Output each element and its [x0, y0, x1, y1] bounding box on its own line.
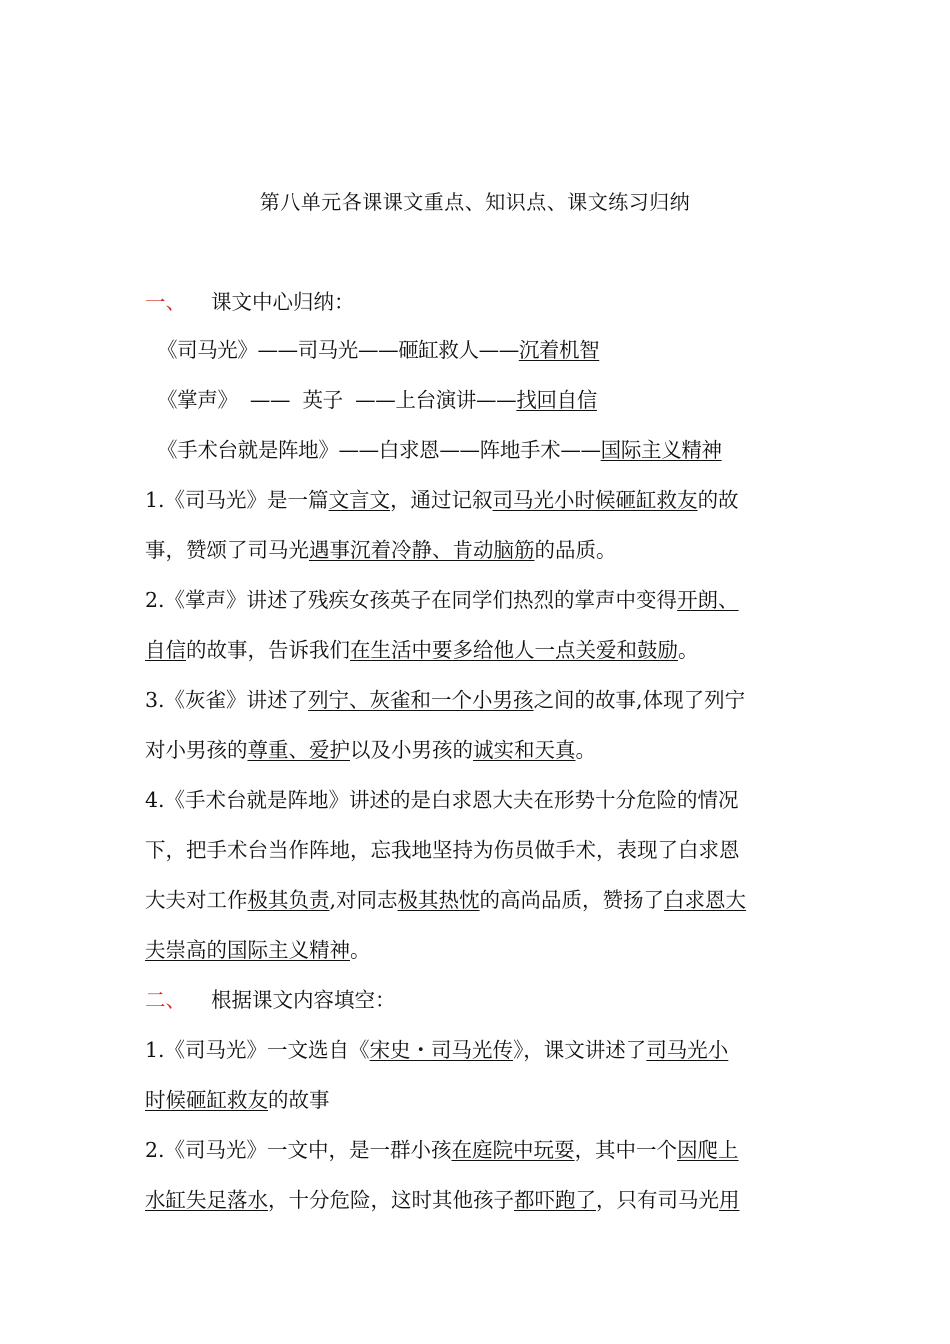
paragraph-2-line-1: 2.《掌声》讲述了残疾女孩英子在同学们热烈的掌声中变得开朗、 [145, 588, 739, 612]
paragraph-3-line-2: 对小男孩的尊重、爱护以及小男孩的诚实和天真。 [145, 738, 596, 762]
fill-paragraph-1-line-2: 时候砸缸救友的故事 [145, 1088, 330, 1112]
fill-paragraph-2-line-1: 2.《司马光》一文中，是一群小孩在庭院中玩耍，其中一个因爬上 [145, 1138, 739, 1162]
section-2-number: 二、 [145, 988, 186, 1012]
section-1-title: 课文中心归纳： [211, 290, 355, 314]
paragraph-4-line-2: 下，把手术台当作阵地，忘我地坚持为伤员做手术，表现了白求恩 [145, 838, 740, 862]
page-title: 第八单元各课课文重点、知识点、课文练习归纳 [259, 190, 691, 214]
fill-paragraph-1-line-1: 1.《司马光》一文选自《宋史・司马光传》，课文讲述了司马光小 [145, 1038, 729, 1062]
paragraph-4-line-4: 夫崇高的国际主义精神。 [145, 938, 371, 962]
paragraph-1-line-2: 事，赞颂了司马光遇事沉着冷静、肯动脑筋的品质。 [145, 538, 617, 562]
summary-item: 《手术台就是阵地》——白求恩——阵地手术——国际主义精神 [157, 438, 722, 462]
summary-item: 《司马光》——司马光——砸缸救人——沉着机智 [157, 338, 600, 362]
paragraph-1-line-1: 1.《司马光》是一篇文言文，通过记叙司马光小时候砸缸救友的故 [145, 488, 739, 512]
paragraph-2-line-2: 自信的故事，告诉我们在生活中要多给他人一点关爱和鼓励。 [145, 638, 699, 662]
section-2-heading [145, 986, 396, 1014]
paragraph-4-line-3: 大夫对工作极其负责,对同志极其热忱的高尚品质，赞扬了白求恩大 [145, 888, 747, 912]
paragraph-3-line-1: 3.《灰雀》讲述了列宁、灰雀和一个小男孩之间的故事,体现了列宁 [145, 688, 746, 712]
fill-paragraph-2-line-2: 水缸失足落水，十分危险，这时其他孩子都吓跑了，只有司马光用 [145, 1188, 740, 1212]
paragraph-4-line-1: 4.《手术台就是阵地》讲述的是白求恩大夫在形势十分危险的情况 [145, 788, 739, 812]
section-1-heading [145, 288, 355, 316]
summary-item: 《掌声》 —— 英子 ——上台演讲——找回自信 [157, 388, 597, 412]
section-1-number: 一、 [145, 290, 186, 314]
section-2-title: 根据课文内容填空： [211, 988, 396, 1012]
